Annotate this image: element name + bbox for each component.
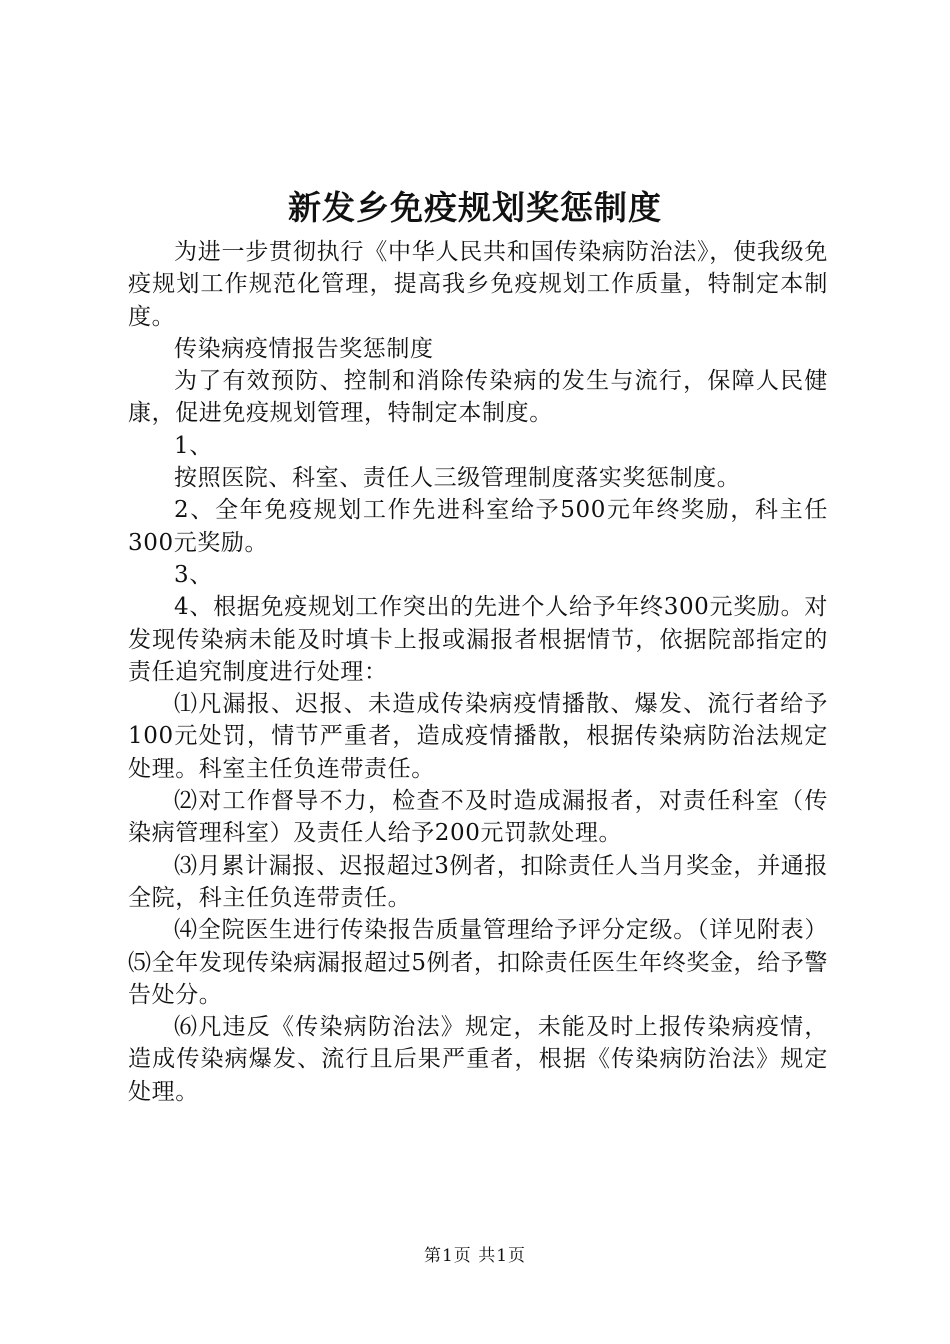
paragraph-purpose: 为了有效预防、控制和消除传染病的发生与流行，保障人民健康，促进免疫规划管理，特制定本制度。 — [128, 368, 828, 427]
paragraph-item-3: 3、 — [174, 561, 213, 588]
paragraph-intro: 为进一步贯彻执行《中华人民共和国传染病防治法》，使我级免疫规划工作规范化管理，提高我乡免疫规划工作质量，特制定本制度。 — [128, 239, 828, 330]
paragraph-item-4: 4、根据免疫规划工作突出的先进个人给予年终300元奖励。对发现传染病未能及时填卡上报或漏报者根据情节，依据院部指定的责任追究制度进行处理： — [128, 594, 828, 685]
paragraph-rule-3: ⑶月累计漏报、迟报超过3例者，扣除责任人当月奖金，并通报全院，科主任负连带责任。 — [128, 852, 828, 911]
paragraph-item-1-content: 按照医院、科室、责任人三级管理制度落实奖惩制度。 — [174, 465, 741, 492]
paragraph-rule-4-5: ⑷全院医生进行传染报告质量管理给予评分定级。（详见附表）⑸全年发现传染病漏报超过5例者，扣除责任医生年终奖金，给予警告处分。 — [128, 917, 828, 1008]
document-body — [128, 236, 828, 1108]
page-number-footer: 第1页 共1页 — [423, 1246, 527, 1266]
paragraph-item-1: 1、 — [174, 432, 213, 459]
document-title: 新发乡免疫规划奖惩制度 — [288, 188, 662, 227]
paragraph-section-heading: 传染病疫情报告奖惩制度 — [174, 335, 434, 362]
paragraph-rule-1: ⑴凡漏报、迟报、未造成传染病疫情播散、爆发、流行者给予100元处罚，情节严重者，造成疫情播散，根据传染病防治法规定处理。科室主任负连带责任。 — [128, 691, 828, 782]
paragraph-rule-2: ⑵对工作督导不力，检查不及时造成漏报者，对责任科室（传染病管理科室）及责任人给予200元罚款处理。 — [128, 788, 828, 847]
paragraph-rule-6: ⑹凡违反《传染病防治法》规定，未能及时上报传染病疫情，造成传染病爆发、流行且后果严重者，根据《传染病防治法》规定处理。 — [128, 1014, 828, 1105]
paragraph-item-2: 2、全年免疫规划工作先进科室给予500元年终奖励，科主任300元奖励。 — [128, 497, 828, 556]
